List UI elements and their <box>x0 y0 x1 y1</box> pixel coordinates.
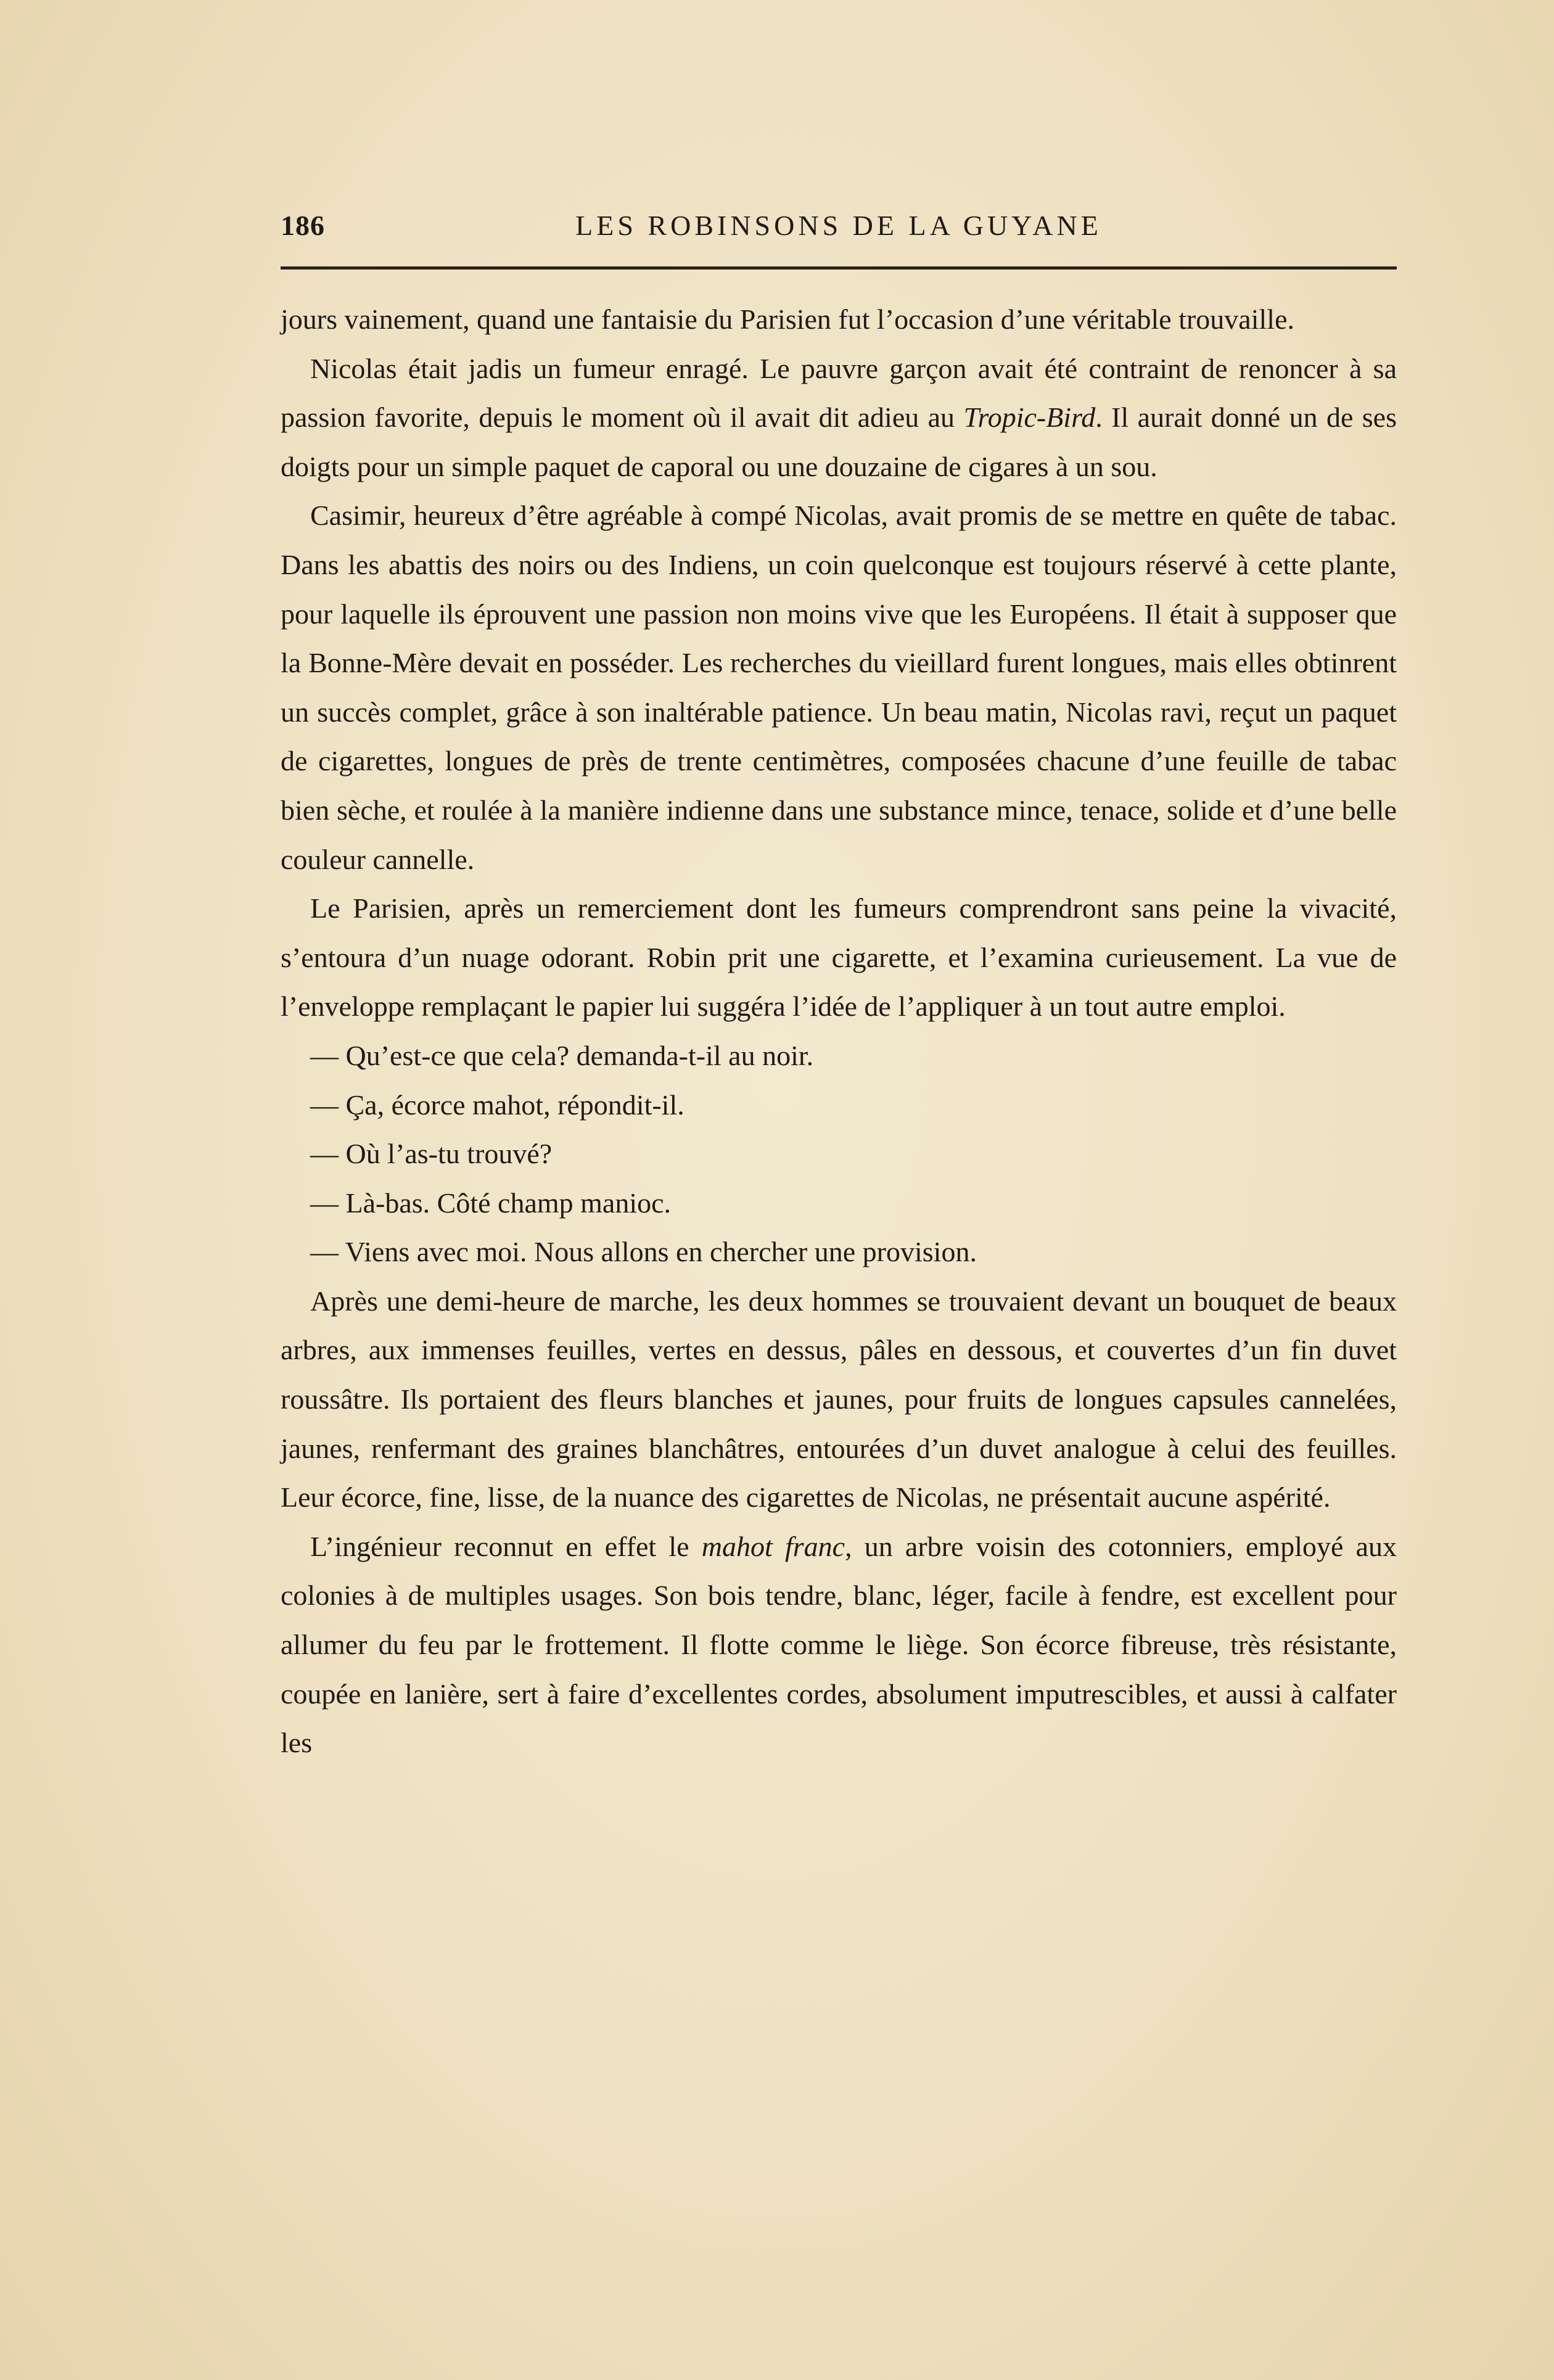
header-rule <box>281 266 1397 270</box>
paragraph: Après une demi-heure de marche, les deux hommes se trouvaient devant un bouquet de beaux arbres, aux immenses feuilles, vertes en dessus, pâles en dessous, et couvertes d’un fin duvet roussâtre. Ils portaient des fleurs blanches et jaunes, pour fruits de longues capsules cannelées, jaunes, renfermant des graines blanchâtres, entourées d’un duvet analogue à celui des feuilles. Leur écorce, fine, lisse, de la nuance des cigarettes de Nicolas, ne présentait aucune aspérité. <box>281 1285 1397 1513</box>
paragraph: Le Parisien, après un remerciement dont les fumeurs comprendront sans peine la vivacité, s’entoura d’un nuage odorant. Robin prit une cigarette, et l’examina curieusement. La vue de l’enveloppe remplaçant le papier lui suggéra l’idée de l’appliquer à un tout autre emploi. <box>281 892 1397 1023</box>
paragraph: L’ingénieur reconnut en effet le mahot franc, un arbre voisin des cotonniers, employé aux colonies à de multiples usages. Son bois tendre, blanc, léger, facile à fendre, est excellent pour allumer du feu par le frottement. Il flotte comme le liège. Son écorce fibreuse, très résistante, coupée en lanière, sert à faire d’excellentes cordes, absolument imputrescibles, et aussi à calfater les <box>281 1530 1397 1759</box>
page-number: 186 <box>281 209 325 241</box>
paragraph: Nicolas était jadis un fumeur enragé. Le pauvre garçon avait été contraint de renoncer à sa passion favorite, depuis le moment où il avait dit adieu au Tropic-Bird. Il aurait donné un de ses doigts pour un simple paquet de caporal ou une douzaine de cigares à un sou. <box>281 352 1397 482</box>
running-title: LES ROBINSONS DE LA GUYANE <box>575 209 1102 241</box>
page-header <box>281 200 1397 250</box>
dialogue-line: — Qu’est-ce que cela? demanda-t-il au noir. <box>310 1039 814 1071</box>
paragraph: Casimir, heureux d’être agréable à compé Nicolas, avait promis de se mettre en quête de tabac. Dans les abattis des noirs ou des Indiens, un coin quelconque est toujours réservé à cette plante, pour laquelle ils éprouvent une passion non moins vive que les Européens. Il était à supposer que la Bonne-Mère devait en posséder. Les recherches du vieillard furent longues, mais elles obtinrent un succès complet, grâce à son inaltérable patience. Un beau matin, Nicolas ravi, reçut un paquet de cigarettes, longues de près de trente centimètres, composées chacune d’une feuille de tabac bien sèche, et roulée à la manière indienne dans une substance mince, tenace, solide et d’une belle couleur cannelle. <box>281 500 1397 875</box>
ship-name: Tropic-Bird <box>963 401 1096 434</box>
dialogue-line: — Là-bas. Côté champ manioc. <box>310 1187 672 1219</box>
dialogue-line: — Où l’as-tu trouvé? <box>310 1138 553 1170</box>
paragraph: jours vainement, quand une fantaisie du Parisien fut l’occasion d’une véritable trouvaille. <box>281 303 1294 335</box>
dialogue-line: — Viens avec moi. Nous allons en chercher une provision. <box>310 1236 977 1268</box>
tree-name: mahot franc <box>701 1530 845 1562</box>
dialogue-line: — Ça, écorce mahot, répondit-il. <box>310 1089 684 1121</box>
body-text <box>281 295 1397 1768</box>
